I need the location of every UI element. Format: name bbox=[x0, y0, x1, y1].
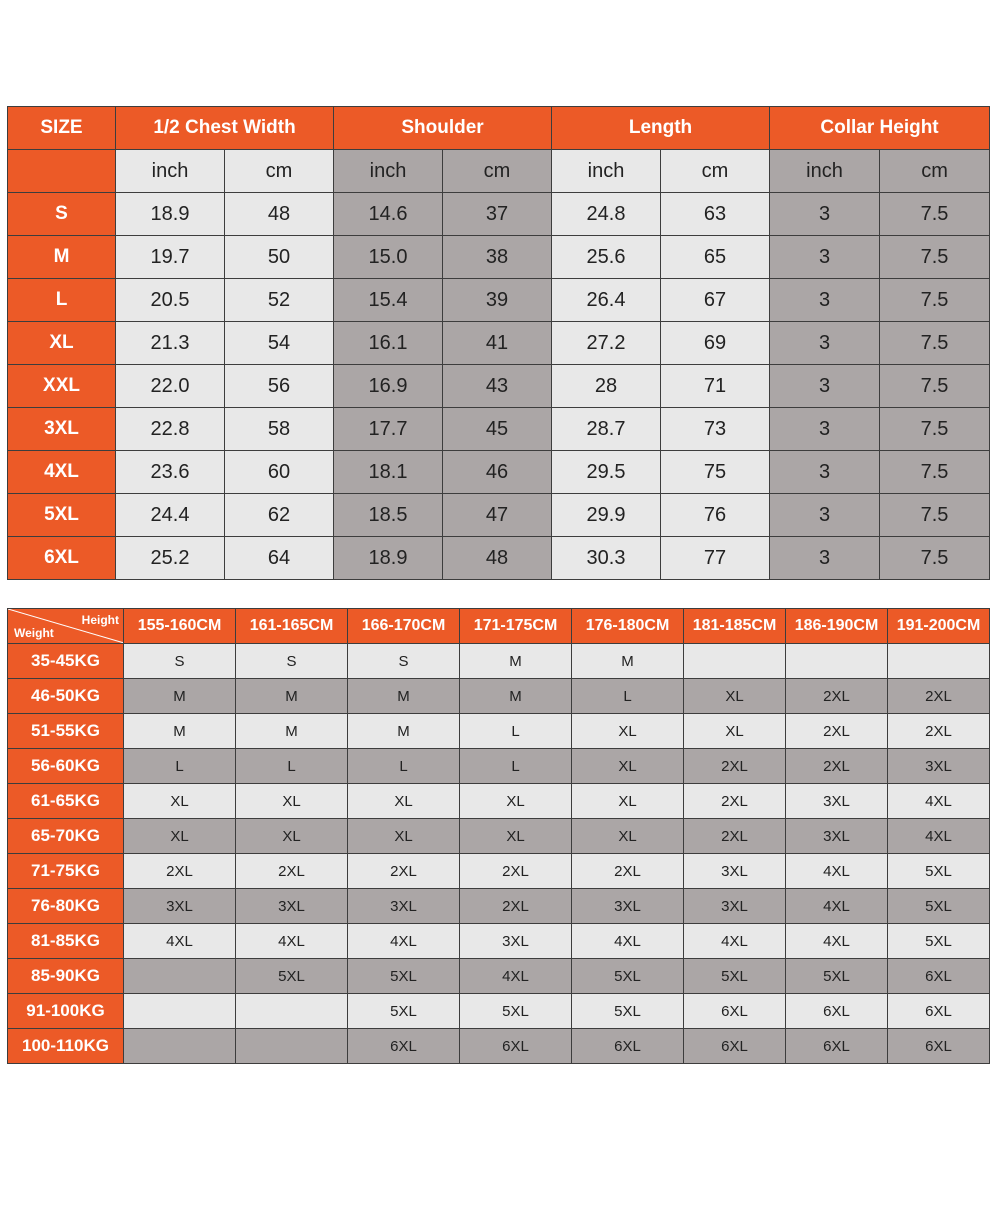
weight-row bbox=[8, 924, 990, 959]
unit-header: inch bbox=[334, 150, 443, 193]
recommended-size-cell: L bbox=[460, 749, 572, 784]
recommended-size-cell bbox=[236, 994, 348, 1029]
measurement-cell: 48 bbox=[443, 537, 552, 580]
recommended-size-cell: 6XL bbox=[460, 1029, 572, 1064]
size-row bbox=[8, 236, 990, 279]
unit-header: inch bbox=[552, 150, 661, 193]
group-header-length: Length bbox=[552, 107, 770, 150]
measurement-cell: 45 bbox=[443, 408, 552, 451]
measurement-cell: 38 bbox=[443, 236, 552, 279]
size-row bbox=[8, 322, 990, 365]
measurement-cell: 62 bbox=[225, 494, 334, 537]
weight-row bbox=[8, 644, 990, 679]
weight-label: 61-65KG bbox=[8, 784, 124, 819]
height-header: 186-190CM bbox=[786, 609, 888, 644]
recommended-size-cell: XL bbox=[684, 714, 786, 749]
recommended-size-cell: XL bbox=[572, 749, 684, 784]
recommended-size-cell: 6XL bbox=[684, 994, 786, 1029]
recommended-size-cell bbox=[684, 644, 786, 679]
recommended-size-cell: 6XL bbox=[684, 1029, 786, 1064]
measurement-cell: 47 bbox=[443, 494, 552, 537]
measurement-cell: 3 bbox=[770, 322, 880, 365]
recommended-size-cell: L bbox=[236, 749, 348, 784]
size-label: XXL bbox=[8, 365, 116, 408]
measurement-cell: 3 bbox=[770, 365, 880, 408]
measurement-cell: 75 bbox=[661, 451, 770, 494]
recommended-size-cell: 2XL bbox=[124, 854, 236, 889]
measurement-cell: 41 bbox=[443, 322, 552, 365]
measurement-cell: 7.5 bbox=[880, 408, 990, 451]
recommended-size-cell: 4XL bbox=[786, 889, 888, 924]
size-label: L bbox=[8, 279, 116, 322]
measurement-cell: 56 bbox=[225, 365, 334, 408]
recommended-size-cell: M bbox=[572, 644, 684, 679]
measurement-cell: 52 bbox=[225, 279, 334, 322]
height-header: 181-185CM bbox=[684, 609, 786, 644]
weight-row bbox=[8, 749, 990, 784]
weight-row bbox=[8, 994, 990, 1029]
weight-row bbox=[8, 1029, 990, 1064]
weight-row bbox=[8, 679, 990, 714]
measurement-cell: 29.9 bbox=[552, 494, 661, 537]
size-row bbox=[8, 193, 990, 236]
recommended-size-cell: 5XL bbox=[572, 959, 684, 994]
measurement-cell: 28.7 bbox=[552, 408, 661, 451]
recommended-size-cell: XL bbox=[236, 819, 348, 854]
measurement-cell: 27.2 bbox=[552, 322, 661, 365]
unit-header: inch bbox=[770, 150, 880, 193]
measurement-cell: 25.2 bbox=[116, 537, 225, 580]
recommended-size-cell: 4XL bbox=[236, 924, 348, 959]
measurement-cell: 3 bbox=[770, 451, 880, 494]
measurement-cell: 3 bbox=[770, 494, 880, 537]
recommended-size-cell: XL bbox=[460, 784, 572, 819]
weight-label: 46-50KG bbox=[8, 679, 124, 714]
measurement-cell: 77 bbox=[661, 537, 770, 580]
measurement-cell: 7.5 bbox=[880, 322, 990, 365]
measurement-cell: 15.4 bbox=[334, 279, 443, 322]
recommended-size-cell: 5XL bbox=[888, 854, 990, 889]
size-row bbox=[8, 365, 990, 408]
weight-row bbox=[8, 854, 990, 889]
measurement-cell: 29.5 bbox=[552, 451, 661, 494]
measurement-cell: 23.6 bbox=[116, 451, 225, 494]
size-label: S bbox=[8, 193, 116, 236]
recommended-size-cell: 5XL bbox=[348, 959, 460, 994]
weight-label: 35-45KG bbox=[8, 644, 124, 679]
size-row bbox=[8, 451, 990, 494]
measurement-cell: 24.8 bbox=[552, 193, 661, 236]
measurement-cell: 3 bbox=[770, 279, 880, 322]
recommended-size-cell: 4XL bbox=[572, 924, 684, 959]
recommended-size-cell: XL bbox=[348, 784, 460, 819]
recommended-size-cell: 5XL bbox=[572, 994, 684, 1029]
size-label: XL bbox=[8, 322, 116, 365]
recommended-size-cell: 4XL bbox=[786, 924, 888, 959]
recommended-size-cell: 3XL bbox=[572, 889, 684, 924]
measurement-cell: 67 bbox=[661, 279, 770, 322]
recommended-size-cell: 2XL bbox=[236, 854, 348, 889]
recommended-size-cell: M bbox=[236, 714, 348, 749]
measurement-cell: 65 bbox=[661, 236, 770, 279]
size-header-blank bbox=[8, 150, 116, 193]
recommended-size-cell: S bbox=[348, 644, 460, 679]
measurement-cell: 18.9 bbox=[116, 193, 225, 236]
measurement-cell: 46 bbox=[443, 451, 552, 494]
unit-header: cm bbox=[880, 150, 990, 193]
measurement-cell: 16.1 bbox=[334, 322, 443, 365]
weight-row bbox=[8, 784, 990, 819]
size-label: 4XL bbox=[8, 451, 116, 494]
measurement-cell: 7.5 bbox=[880, 537, 990, 580]
unit-header: cm bbox=[225, 150, 334, 193]
recommended-size-cell: 2XL bbox=[684, 749, 786, 784]
measurement-cell: 22.0 bbox=[116, 365, 225, 408]
weight-label: 51-55KG bbox=[8, 714, 124, 749]
recommended-size-cell: XL bbox=[348, 819, 460, 854]
recommended-size-cell: 2XL bbox=[348, 854, 460, 889]
recommended-size-cell: 4XL bbox=[684, 924, 786, 959]
measurement-cell: 30.3 bbox=[552, 537, 661, 580]
recommended-size-cell: 2XL bbox=[684, 784, 786, 819]
size-header: SIZE bbox=[8, 107, 116, 150]
recommended-size-cell: 6XL bbox=[348, 1029, 460, 1064]
size-row bbox=[8, 537, 990, 580]
size-row bbox=[8, 408, 990, 451]
recommended-size-cell: 6XL bbox=[888, 959, 990, 994]
group-header-collar: Collar Height bbox=[770, 107, 990, 150]
recommended-size-cell: 4XL bbox=[348, 924, 460, 959]
measurement-cell: 7.5 bbox=[880, 279, 990, 322]
recommended-size-cell: XL bbox=[236, 784, 348, 819]
corner-weight-label: Weight bbox=[14, 626, 54, 640]
recommended-size-cell: 2XL bbox=[786, 749, 888, 784]
size-row bbox=[8, 279, 990, 322]
recommended-size-cell: M bbox=[460, 644, 572, 679]
size-label: 5XL bbox=[8, 494, 116, 537]
measurement-cell: 18.1 bbox=[334, 451, 443, 494]
measurement-cell: 20.5 bbox=[116, 279, 225, 322]
recommended-size-cell: L bbox=[124, 749, 236, 784]
recommended-size-cell: 5XL bbox=[888, 889, 990, 924]
measurement-cell: 76 bbox=[661, 494, 770, 537]
recommended-size-cell: 3XL bbox=[684, 854, 786, 889]
recommended-size-cell bbox=[124, 1029, 236, 1064]
measurement-cell: 43 bbox=[443, 365, 552, 408]
unit-header: inch bbox=[116, 150, 225, 193]
measurement-cell: 22.8 bbox=[116, 408, 225, 451]
measurement-cell: 39 bbox=[443, 279, 552, 322]
recommended-size-cell: 3XL bbox=[348, 889, 460, 924]
recommended-size-cell: XL bbox=[124, 784, 236, 819]
measurement-cell: 24.4 bbox=[116, 494, 225, 537]
measurement-cell: 50 bbox=[225, 236, 334, 279]
measurement-cell: 7.5 bbox=[880, 236, 990, 279]
measurement-cell: 15.0 bbox=[334, 236, 443, 279]
measurement-cell: 60 bbox=[225, 451, 334, 494]
weight-row bbox=[8, 714, 990, 749]
recommended-size-cell: M bbox=[236, 679, 348, 714]
recommended-size-cell: L bbox=[460, 714, 572, 749]
size-row bbox=[8, 494, 990, 537]
weight-label: 76-80KG bbox=[8, 889, 124, 924]
measurement-cell: 18.5 bbox=[334, 494, 443, 537]
measurement-cell: 7.5 bbox=[880, 365, 990, 408]
recommended-size-cell: 3XL bbox=[786, 819, 888, 854]
measurement-cell: 37 bbox=[443, 193, 552, 236]
recommended-size-cell: M bbox=[460, 679, 572, 714]
height-header: 191-200CM bbox=[888, 609, 990, 644]
recommended-size-cell: L bbox=[572, 679, 684, 714]
height-header: 171-175CM bbox=[460, 609, 572, 644]
recommended-size-cell: 6XL bbox=[888, 1029, 990, 1064]
recommended-size-cell: 4XL bbox=[460, 959, 572, 994]
measurement-cell: 3 bbox=[770, 193, 880, 236]
measurement-cell: 3 bbox=[770, 408, 880, 451]
measurement-cell: 7.5 bbox=[880, 494, 990, 537]
measurement-cell: 3 bbox=[770, 236, 880, 279]
weight-row bbox=[8, 889, 990, 924]
recommended-size-cell: 5XL bbox=[888, 924, 990, 959]
recommended-size-cell: 2XL bbox=[460, 889, 572, 924]
recommended-size-cell bbox=[888, 644, 990, 679]
recommended-size-cell: 4XL bbox=[888, 819, 990, 854]
measurement-cell: 63 bbox=[661, 193, 770, 236]
recommended-size-cell: 3XL bbox=[236, 889, 348, 924]
recommended-size-cell bbox=[786, 644, 888, 679]
recommended-size-cell: 4XL bbox=[124, 924, 236, 959]
recommended-size-cell bbox=[124, 959, 236, 994]
recommended-size-cell: 6XL bbox=[572, 1029, 684, 1064]
recommended-size-cell: 4XL bbox=[888, 784, 990, 819]
measurement-cell: 73 bbox=[661, 408, 770, 451]
recommended-size-cell: 2XL bbox=[888, 679, 990, 714]
recommended-size-cell: M bbox=[124, 679, 236, 714]
recommended-size-cell: 5XL bbox=[684, 959, 786, 994]
height-header: 166-170CM bbox=[348, 609, 460, 644]
corner-cell bbox=[8, 609, 124, 644]
recommended-size-cell: XL bbox=[572, 714, 684, 749]
measurement-cell: 14.6 bbox=[334, 193, 443, 236]
recommended-size-cell: S bbox=[124, 644, 236, 679]
recommended-size-cell: 3XL bbox=[786, 784, 888, 819]
recommended-size-cell: XL bbox=[460, 819, 572, 854]
weight-label: 81-85KG bbox=[8, 924, 124, 959]
measurement-cell: 3 bbox=[770, 537, 880, 580]
measurement-cell: 7.5 bbox=[880, 193, 990, 236]
group-header-chest: 1/2 Chest Width bbox=[116, 107, 334, 150]
measurement-cell: 19.7 bbox=[116, 236, 225, 279]
recommended-size-cell: 5XL bbox=[236, 959, 348, 994]
corner-height-label: Height bbox=[81, 613, 119, 627]
measurement-cell: 18.9 bbox=[334, 537, 443, 580]
recommended-size-cell: M bbox=[348, 679, 460, 714]
recommended-size-cell: 2XL bbox=[786, 714, 888, 749]
recommended-size-cell: 3XL bbox=[684, 889, 786, 924]
measurement-cell: 71 bbox=[661, 365, 770, 408]
height-header: 161-165CM bbox=[236, 609, 348, 644]
recommended-size-cell: 3XL bbox=[888, 749, 990, 784]
recommended-size-cell: 2XL bbox=[460, 854, 572, 889]
measurement-cell: 17.7 bbox=[334, 408, 443, 451]
recommended-size-cell: 2XL bbox=[786, 679, 888, 714]
recommended-size-cell: 6XL bbox=[888, 994, 990, 1029]
weight-row bbox=[8, 819, 990, 854]
weight-label: 56-60KG bbox=[8, 749, 124, 784]
recommended-size-cell: 2XL bbox=[888, 714, 990, 749]
measurement-cell: 26.4 bbox=[552, 279, 661, 322]
recommended-size-cell: 3XL bbox=[124, 889, 236, 924]
weight-label: 100-110KG bbox=[8, 1029, 124, 1064]
measurement-cell: 16.9 bbox=[334, 365, 443, 408]
group-header-shoulder: Shoulder bbox=[334, 107, 552, 150]
recommended-size-cell: 5XL bbox=[786, 959, 888, 994]
measurement-cell: 54 bbox=[225, 322, 334, 365]
size-measurement-table bbox=[7, 106, 990, 580]
unit-header: cm bbox=[443, 150, 552, 193]
height-weight-fit-table bbox=[7, 608, 990, 1064]
measurement-cell: 28 bbox=[552, 365, 661, 408]
recommended-size-cell: 6XL bbox=[786, 994, 888, 1029]
measurement-cell: 21.3 bbox=[116, 322, 225, 365]
measurement-cell: 58 bbox=[225, 408, 334, 451]
weight-label: 85-90KG bbox=[8, 959, 124, 994]
recommended-size-cell: M bbox=[124, 714, 236, 749]
measurement-cell: 48 bbox=[225, 193, 334, 236]
recommended-size-cell bbox=[124, 994, 236, 1029]
unit-header: cm bbox=[661, 150, 770, 193]
size-label: 6XL bbox=[8, 537, 116, 580]
measurement-cell: 69 bbox=[661, 322, 770, 365]
recommended-size-cell: 5XL bbox=[460, 994, 572, 1029]
size-label: M bbox=[8, 236, 116, 279]
weight-label: 91-100KG bbox=[8, 994, 124, 1029]
recommended-size-cell: XL bbox=[684, 679, 786, 714]
recommended-size-cell: 2XL bbox=[684, 819, 786, 854]
recommended-size-cell: XL bbox=[124, 819, 236, 854]
recommended-size-cell: 6XL bbox=[786, 1029, 888, 1064]
recommended-size-cell: M bbox=[348, 714, 460, 749]
recommended-size-cell: 2XL bbox=[572, 854, 684, 889]
weight-row bbox=[8, 959, 990, 994]
weight-label: 65-70KG bbox=[8, 819, 124, 854]
recommended-size-cell: 4XL bbox=[786, 854, 888, 889]
size-label: 3XL bbox=[8, 408, 116, 451]
weight-label: 71-75KG bbox=[8, 854, 124, 889]
height-header: 155-160CM bbox=[124, 609, 236, 644]
measurement-cell: 64 bbox=[225, 537, 334, 580]
recommended-size-cell: L bbox=[348, 749, 460, 784]
measurement-cell: 25.6 bbox=[552, 236, 661, 279]
recommended-size-cell: XL bbox=[572, 819, 684, 854]
recommended-size-cell: 3XL bbox=[460, 924, 572, 959]
recommended-size-cell: S bbox=[236, 644, 348, 679]
recommended-size-cell bbox=[236, 1029, 348, 1064]
recommended-size-cell: 5XL bbox=[348, 994, 460, 1029]
height-header: 176-180CM bbox=[572, 609, 684, 644]
recommended-size-cell: XL bbox=[572, 784, 684, 819]
measurement-cell: 7.5 bbox=[880, 451, 990, 494]
